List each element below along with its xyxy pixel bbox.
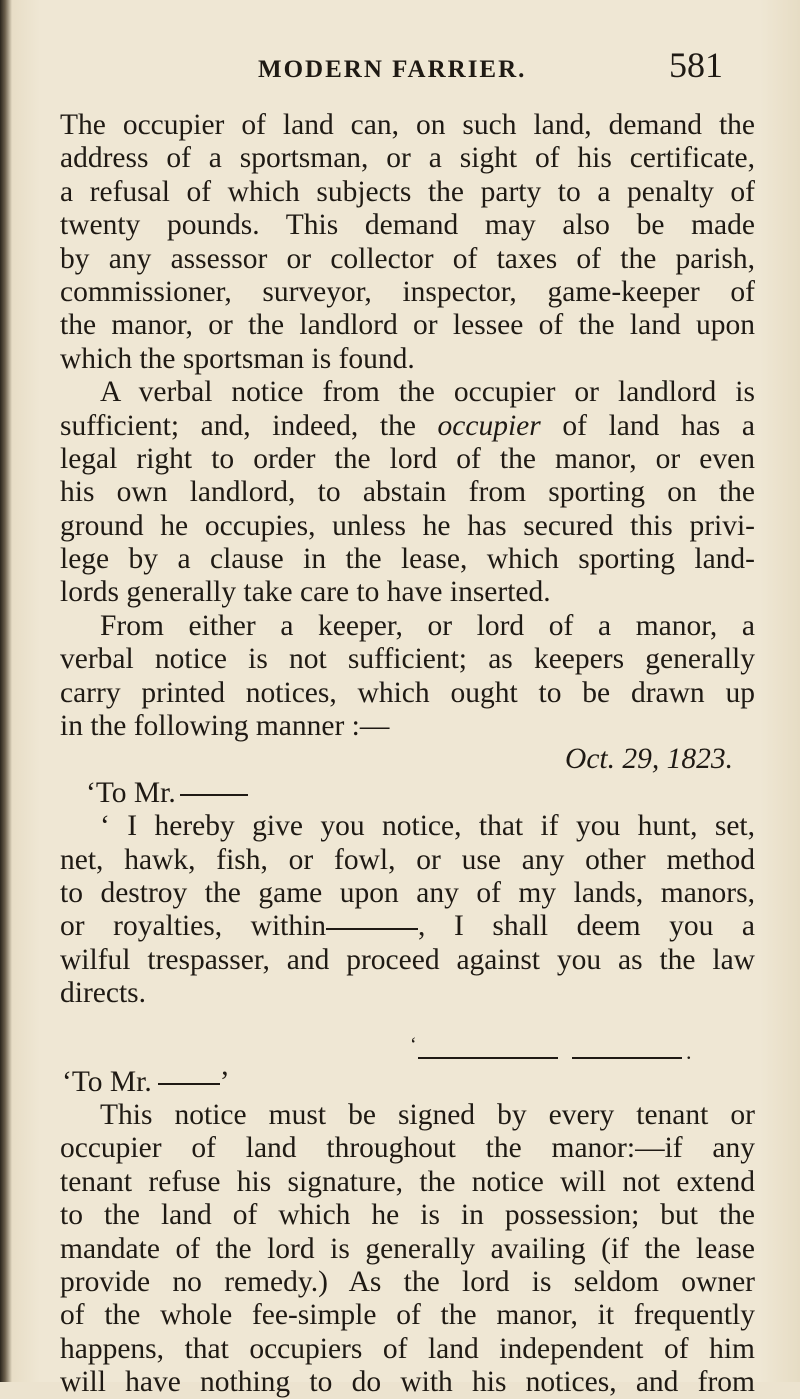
signature-line	[418, 1039, 558, 1059]
page-number: 581	[669, 45, 723, 85]
text-line: verbal notice is not sufficient; as keepers generally	[60, 643, 755, 676]
text-line: carry printed notices, which ought to be drawn up	[60, 676, 755, 709]
page-header	[0, 40, 800, 90]
text-line: by any assessor or collector of taxes of the parish,	[60, 242, 755, 275]
quote-mark: ’	[219, 1065, 230, 1098]
text-line: will have nothing to do with his notices, and from	[60, 1366, 755, 1399]
blank-line	[158, 1083, 220, 1085]
period: .	[686, 1038, 692, 1064]
text-line: From either a keeper, or lord of a manor, a	[100, 609, 755, 642]
text-line: legal right to order the lord of the manor, or even	[60, 442, 755, 475]
text-line: lords generally take care to have inserted.	[60, 576, 551, 609]
italic-word: occupier	[437, 409, 541, 442]
text-fragment: , I shall deem you a	[418, 910, 755, 943]
text-line: commissioner, surveyor, inspector, game-keeper of	[60, 275, 755, 308]
text-line: wilful trespasser, and proceed against you as the law	[60, 943, 755, 976]
signature-line	[572, 1039, 682, 1059]
date-text: Oct. 29, 1823.	[565, 743, 733, 776]
text-line: in the following manner :—	[60, 710, 390, 743]
text-line: A verbal notice from the occupier or landlord is	[100, 376, 755, 409]
notice-salutation	[60, 777, 755, 810]
text-line: directs.	[60, 977, 147, 1010]
text-line: mandate of the lord is generally availing (if the lease	[60, 1232, 755, 1265]
text-line: a refusal of which subjects the party to a penalty of	[60, 175, 755, 208]
text-line: provide no remedy.) As the lord is seldom owner	[60, 1265, 755, 1298]
text-line: The occupier of land can, on such land, demand the	[60, 109, 755, 141]
text-line: ground he occupies, unless he has secured this privi-	[60, 509, 755, 542]
text-fragment: of land has a	[540, 409, 755, 442]
blank-line	[326, 928, 418, 930]
text-fragment: or royalties, within	[60, 910, 327, 943]
salutation-text: ‘To Mr.	[62, 1065, 152, 1098]
text-line: address of a sportsman, or a sight of his certificate,	[60, 142, 755, 175]
text-line: tenant refuse his signature, the notice will not extend	[60, 1165, 755, 1198]
signature-blanks	[60, 1033, 755, 1066]
text-line	[60, 910, 755, 943]
text-line: net, hawk, fish, or fowl, or use any other method	[60, 843, 755, 876]
text-line: to the land of which he is in possession; but the	[60, 1199, 755, 1232]
text-line: which the sportsman is found.	[60, 342, 415, 375]
text-line: This notice must be signed by every tenant or	[100, 1098, 755, 1131]
quote-mark: ‘	[410, 1033, 417, 1056]
text-fragment: sufficient; and, indeed, the	[60, 409, 438, 442]
text-line: the manor, or the landlord or lessee of the land upon	[60, 309, 755, 342]
notice-address	[60, 1066, 755, 1099]
page-body	[60, 109, 755, 1399]
salutation-text: ‘To Mr.	[86, 776, 176, 809]
page-binding-edge	[0, 0, 12, 1382]
text-line: his own landlord, to abstain from sporting on the	[60, 476, 755, 509]
notice-date	[60, 743, 755, 776]
spacer	[60, 1011, 755, 1033]
text-line: occupier of land throughout the manor:—if any	[60, 1132, 755, 1165]
text-line: lege by a clause in the lease, which sporting land-	[60, 543, 755, 576]
running-head: MODERN FARRIER.	[258, 56, 527, 83]
text-line: ‘ I hereby give you notice, that if you hunt, set,	[100, 810, 755, 843]
text-line: to destroy the game upon any of my lands, manors,	[60, 876, 755, 909]
text-line	[60, 410, 755, 443]
blank-line	[180, 794, 248, 796]
text-line: twenty pounds. This demand may also be made	[60, 209, 755, 242]
text-line: happens, that occupiers of land independent of him	[60, 1332, 755, 1365]
text-line: of the whole fee-simple of the manor, it frequently	[60, 1299, 755, 1332]
